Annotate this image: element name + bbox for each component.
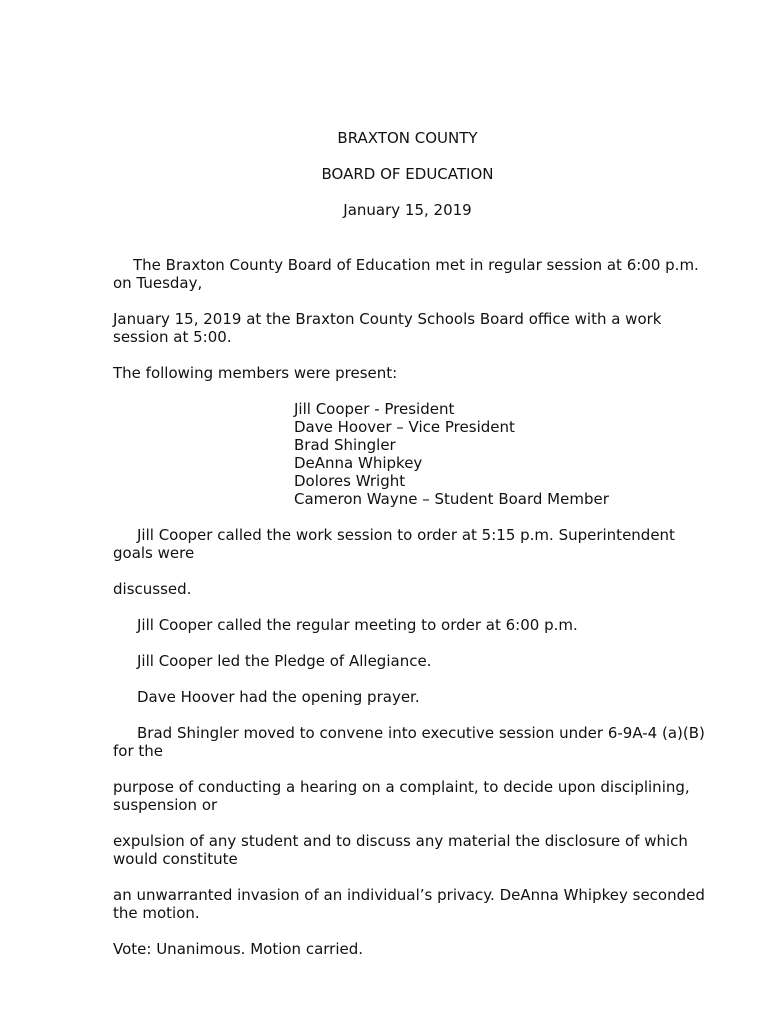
members-list	[294, 400, 609, 508]
member-item: Brad Shingler	[294, 436, 396, 454]
paragraph-vote: Vote: Unanimous. Motion carried.	[113, 940, 364, 958]
paragraph-work-session: Jill Cooper called the work session to order at 5:15 p.m. Superintendent goals were	[113, 526, 675, 562]
member-item: DeAnna Whipkey	[294, 454, 423, 472]
paragraph-executive-expulsion: expulsion of any student and to discuss any material the disclosure of which would constitute	[113, 832, 688, 868]
paragraph-executive-privacy: an unwarranted invasion of an individual’s privacy. DeAnna Whipkey seconded the motion.	[113, 886, 705, 922]
member-item: Dolores Wright	[294, 472, 406, 490]
member-item: Jill Cooper - President	[294, 400, 455, 418]
meeting-date: January 15, 2019	[343, 201, 472, 219]
paragraph-executive-motion: Brad Shingler moved to convene into executive session under 6-9A-4 (a)(B) for the	[113, 724, 705, 760]
paragraph-session-opening: The Braxton County Board of Education met in regular session at 6:00 p.m. on Tuesday,	[113, 256, 699, 292]
paragraph-members-intro: The following members were present:	[113, 364, 398, 382]
county-title: BRAXTON COUNTY	[337, 129, 478, 147]
member-item: Dave Hoover – Vice President	[294, 418, 515, 436]
paragraph-prayer: Dave Hoover had the opening prayer.	[137, 688, 420, 706]
paragraph-executive-purpose: purpose of conducting a hearing on a complaint, to decide upon disciplining, suspension or	[113, 778, 690, 814]
paragraph-regular-meeting: Jill Cooper called the regular meeting to order at 6:00 p.m.	[137, 616, 578, 634]
paragraph-discussed: discussed.	[113, 580, 192, 598]
board-title: BOARD OF EDUCATION	[321, 165, 494, 183]
paragraph-pledge: Jill Cooper led the Pledge of Allegiance.	[137, 652, 432, 670]
member-item: Cameron Wayne – Student Board Member	[294, 490, 609, 508]
paragraph-session-details: January 15, 2019 at the Braxton County Schools Board office with a work session at 5:00.	[113, 310, 662, 346]
